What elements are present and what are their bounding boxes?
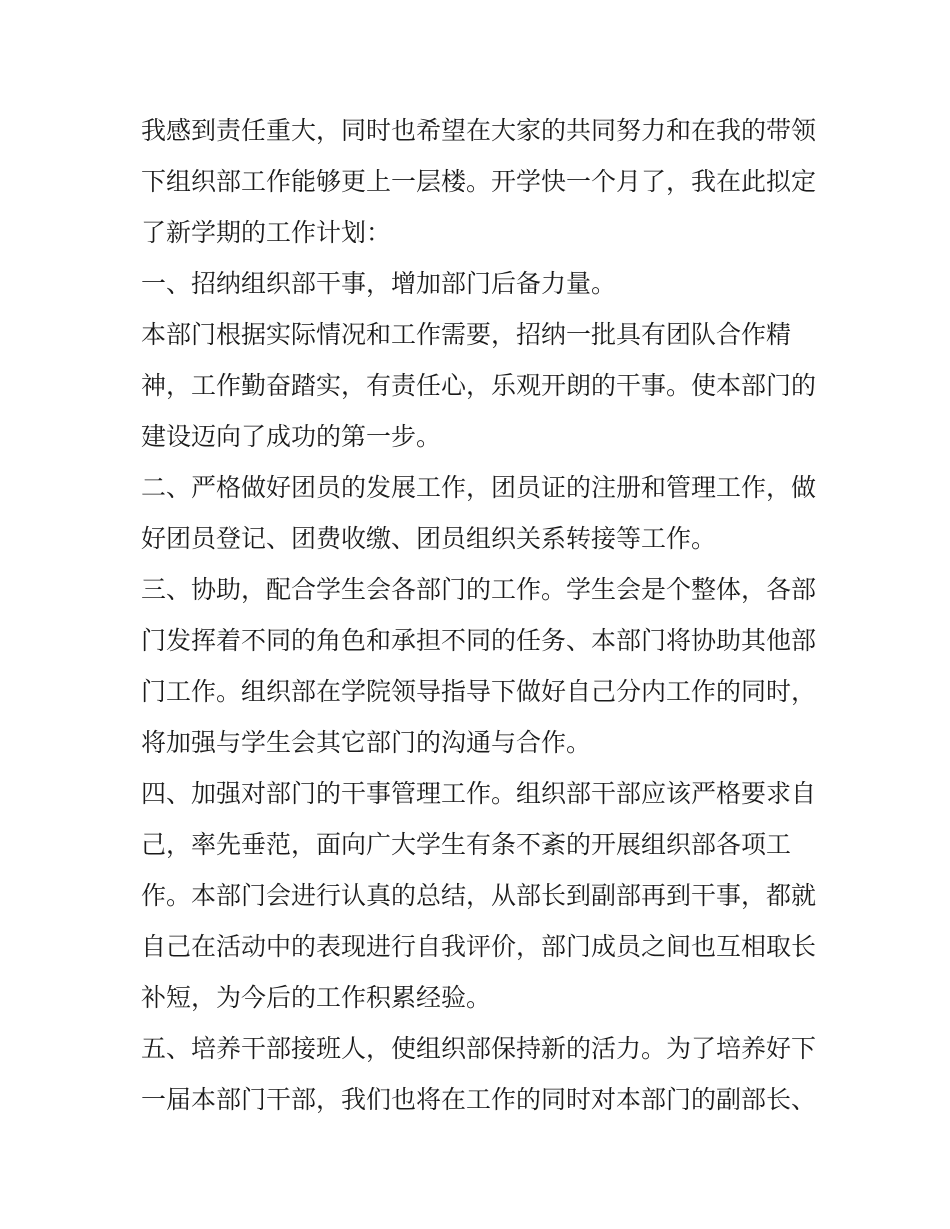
text-line: 好团员登记、团费收缴、团员组织关系转接等工作。 — [141, 524, 717, 553]
text-line: 了新学期的工作计划： — [141, 218, 392, 247]
text-line: 下组织部工作能够更上一层楼。开学快一个月了，我在此拟定 — [141, 167, 817, 196]
text-line: 一届本部门干部，我们也将在工作的同时对本部门的副部长、 — [141, 1085, 817, 1114]
text-line: 自己在活动中的表现进行自我评价，部门成员之间也互相取长 — [141, 932, 817, 961]
text-line: 将加强与学生会其它部门的沟通与合作。 — [141, 728, 592, 757]
section-heading-5: 五、培养干部接班人，使组织部保持新的活力。为了培养好下 — [141, 1034, 817, 1063]
section-heading-3: 三、协助，配合学生会各部门的工作。学生会是个整体，各部 — [141, 575, 817, 604]
text-line: 补短，为今后的工作积累经验。 — [141, 983, 492, 1012]
text-line: 神，工作勤奋踏实，有责任心，乐观开朗的干事。使本部门的 — [141, 371, 817, 400]
text-line: 作。本部门会进行认真的总结，从部长到副部再到干事，都就 — [141, 881, 817, 910]
text-line: 己，率先垂范，面向广大学生有条不紊的开展组织部各项工 — [141, 830, 792, 859]
text-line: 门工作。组织部在学院领导指导下做好自己分内工作的同时， — [141, 677, 817, 706]
section-heading-2: 二、严格做好团员的发展工作，团员证的注册和管理工作，做 — [141, 473, 817, 502]
text-line: 建设迈向了成功的第一步。 — [141, 422, 442, 451]
section-heading-4: 四、加强对部门的干事管理工作。组织部干部应该严格要求自 — [141, 779, 817, 808]
text-line: 门发挥着不同的角色和承担不同的任务、本部门将协助其他部 — [141, 626, 817, 655]
document-body — [141, 105, 821, 1125]
section-heading-1: 一、招纳组织部干事，增加部门后备力量。 — [141, 269, 617, 298]
text-line: 本部门根据实际情况和工作需要，招纳一批具有团队合作精 — [141, 320, 792, 349]
text-line: 我感到责任重大，同时也希望在大家的共同努力和在我的带领 — [141, 116, 817, 145]
